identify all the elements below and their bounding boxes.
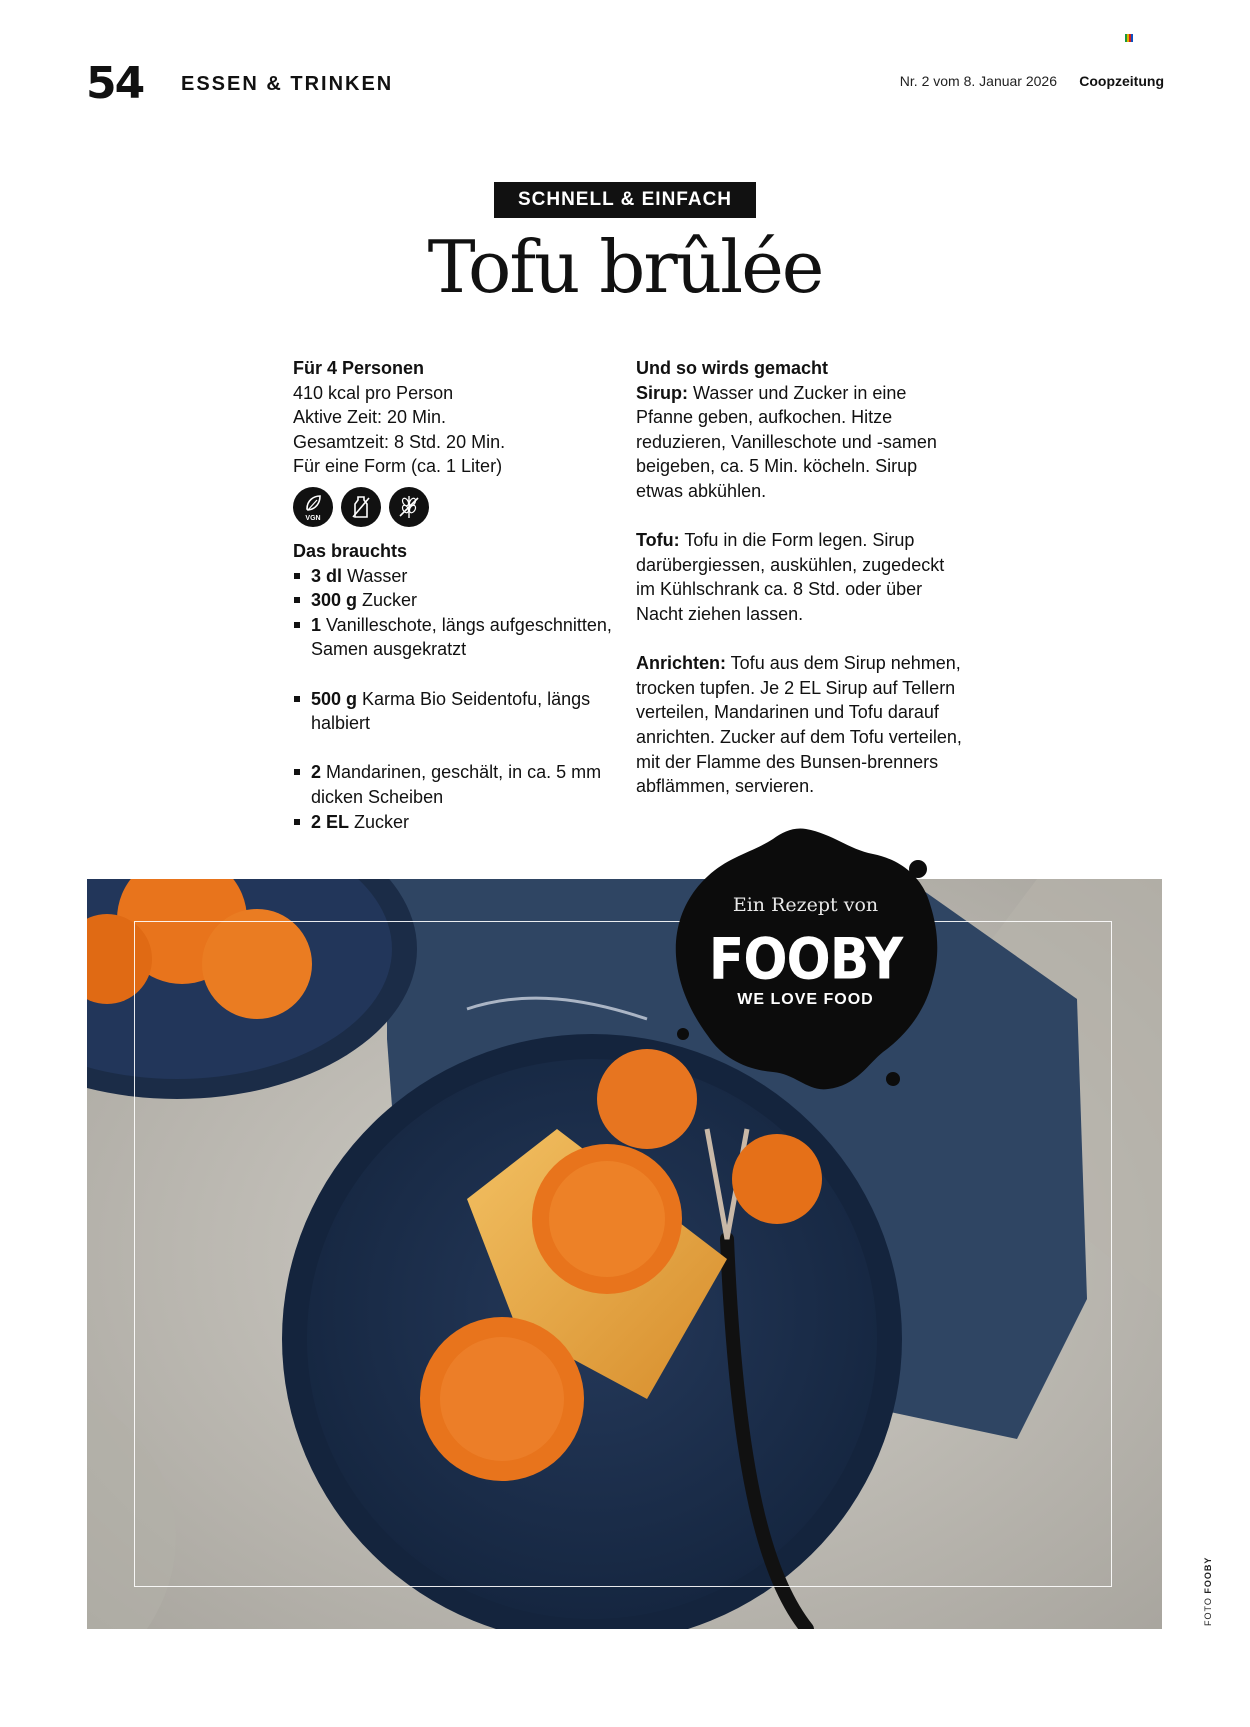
total-time: Gesamtzeit: 8 Std. 20 Min.	[293, 431, 506, 452]
lactose-free-icon	[341, 487, 381, 527]
diet-icons	[293, 487, 623, 527]
ingredient-item: 500 g Karma Bio Seidentofu, längs halbiert	[293, 687, 623, 736]
instruction-step: Tofu: Tofu in die Form legen. Sirup darübergiessen, auskühlen, zugedeckt im Kühlschrank ca. 8 Std. oder über Nacht ziehen lassen.	[636, 530, 945, 624]
recipe-photo	[87, 879, 1162, 1629]
servings: Für 4 Personen	[293, 358, 425, 378]
ingredient-item: 2 Mandarinen, geschält, in ca. 5 mm dicken Scheiben	[293, 760, 623, 809]
ingredient-item: 300 g Zucker	[293, 588, 623, 613]
fooby-logo: FOOBY	[708, 927, 903, 993]
badge-intro: Ein Rezept von	[732, 894, 879, 916]
photo-credit: FOTO FOOBY	[1203, 1556, 1213, 1626]
ingredient-item: 2 EL Zucker	[293, 810, 623, 835]
vegan-label: VGN	[305, 514, 321, 522]
article-title: Tofu brûlée	[427, 225, 823, 309]
color-registration-mark	[1125, 34, 1133, 42]
gluten-free-icon	[389, 487, 429, 527]
vegan-icon	[293, 487, 333, 527]
instruction-step: Anrichten: Tofu aus dem Sirup nehmen, trocken tupfen. Je 2 EL Sirup auf Tellern verteilen, Mandarinen und Tofu darauf anrichten. Zucker auf dem Tofu verteilen, mit der Flamme des Bunsen-brenners abflämmen, servieren.	[636, 653, 962, 797]
ingredient-list	[293, 564, 623, 835]
page-number: 54	[86, 58, 144, 109]
instruction-step: Sirup: Wasser und Zucker in eine Pfanne geben, aufkochen. Hitze reduzieren, Vanilleschote und -samen beigeben, ca. 5 Min. köcheln. Sirup etwas abkühlen.	[636, 382, 937, 501]
section-title: ESSEN & TRINKEN	[181, 73, 394, 95]
ingredient-item: 1 Vanilleschote, längs aufgeschnitten, Samen ausgekratzt	[293, 613, 623, 662]
article-kicker: SCHNELL & EINFACH	[494, 182, 756, 218]
instructions-column	[636, 356, 966, 799]
ingredients-heading: Das brauchts	[293, 540, 408, 561]
fooby-tagline: WE LOVE FOOD	[737, 991, 874, 1008]
publication-name: Coopzeitung	[1079, 73, 1164, 89]
issue-date: Nr. 2 vom 8. Januar 2026	[899, 73, 1057, 89]
active-time: Aktive Zeit: 20 Min.	[293, 407, 447, 428]
recipe-info-column	[293, 356, 623, 834]
calories: 410 kcal pro Person	[293, 382, 454, 403]
mold-size: Für eine Form (ca. 1 Liter)	[293, 456, 503, 477]
ingredient-item: 3 dl Wasser	[293, 564, 623, 589]
instructions-heading: Und so wirds gemacht	[636, 358, 829, 378]
